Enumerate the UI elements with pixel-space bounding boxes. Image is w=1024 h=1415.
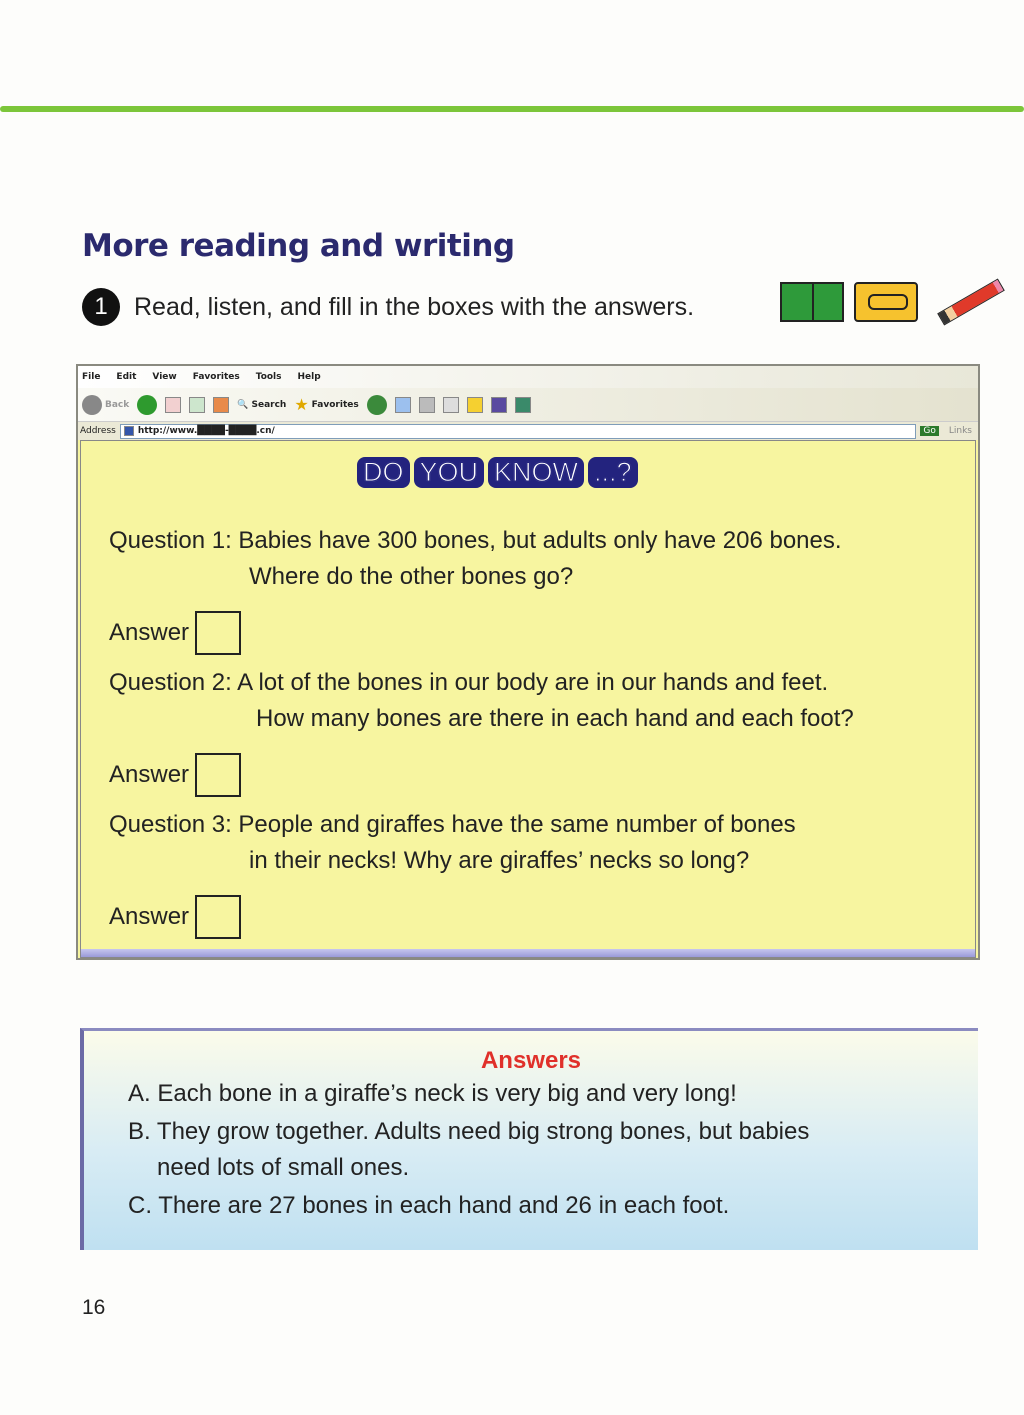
decorative-divider (0, 106, 1024, 112)
research-button[interactable] (491, 397, 507, 413)
home-button[interactable] (213, 397, 229, 413)
question-text: in their necks! Why are giraffes’ necks so long? (249, 847, 750, 874)
answer-box-1[interactable] (195, 611, 241, 655)
edit-button[interactable] (443, 397, 459, 413)
question-text: Where do the other bones go? (249, 563, 574, 590)
page-number: 16 (82, 1296, 106, 1319)
toolbar (78, 388, 978, 422)
back-arrow-icon (82, 395, 102, 415)
do-you-know-banner (357, 457, 638, 488)
answer-option-a: A. Each bone in a giraffe’s neck is very big and very long! (128, 1080, 737, 1107)
question-1 (109, 523, 842, 595)
mail-button[interactable] (395, 397, 411, 413)
answer-label: Answer (109, 761, 190, 788)
menu-favorites[interactable]: Favorites (192, 372, 240, 382)
web-page-content (80, 440, 976, 958)
back-button[interactable]: Back (82, 395, 129, 415)
exercise-instruction (82, 288, 694, 326)
page-title: More reading and writing (82, 228, 515, 264)
links-button[interactable]: Links (948, 426, 972, 436)
instruction-text: Read, listen, and fill in the boxes with the answers. (134, 292, 695, 321)
question-label: Question 2: (109, 669, 232, 696)
question-label: Question 3: (109, 811, 232, 838)
pencil-icon (937, 278, 1005, 325)
address-bar (78, 422, 978, 440)
question-text: How many bones are there in each hand and each foot? (256, 705, 854, 732)
favorites-button[interactable]: ★ Favorites (294, 395, 359, 414)
url-input[interactable]: http://www.████-████.cn/ (120, 424, 917, 439)
exercise-number: 1 (82, 288, 120, 326)
print-button[interactable] (419, 397, 435, 413)
menu-bar (78, 366, 978, 388)
answer-label: Answer (109, 619, 190, 646)
answer-2 (109, 753, 241, 797)
question-text: A lot of the bones in our body are in our hands and feet. (237, 669, 829, 696)
answers-panel (80, 1028, 978, 1250)
menu-view[interactable]: View (152, 372, 177, 382)
menu-tools[interactable]: Tools (255, 372, 282, 382)
book-icon (780, 282, 844, 322)
go-button[interactable]: Go (920, 426, 938, 436)
stop-button[interactable] (165, 397, 181, 413)
question-text: Babies have 300 bones, but adults only have 206 bones. (238, 527, 842, 554)
question-3 (109, 807, 796, 879)
answers-heading: Answers (480, 1047, 582, 1074)
menu-edit[interactable]: Edit (116, 372, 137, 382)
question-text: People and giraffes have the same number of bones (238, 811, 796, 838)
question-2 (109, 665, 854, 737)
menu-file[interactable]: File (82, 372, 101, 382)
answer-1 (109, 611, 241, 655)
star-icon: ★ (294, 395, 309, 414)
answer-3 (109, 895, 241, 939)
refresh-button[interactable] (189, 397, 205, 413)
messenger-button[interactable] (515, 397, 531, 413)
answer-box-2[interactable] (195, 753, 241, 797)
address-label: Address (80, 426, 116, 436)
page-icon (124, 426, 134, 436)
question-label: Question 1: (109, 527, 232, 554)
browser-window (76, 364, 980, 960)
forward-button[interactable] (137, 395, 157, 415)
menu-help[interactable]: Help (297, 372, 321, 382)
search-button[interactable]: 🔍 Search (237, 399, 287, 410)
answer-option-b-cont: need lots of small ones. (157, 1154, 410, 1181)
banner-word: ...? (588, 457, 638, 488)
folder-button[interactable] (467, 397, 483, 413)
answer-box-3[interactable] (195, 895, 241, 939)
banner-word: DO (357, 457, 410, 488)
banner-word: YOU (414, 457, 485, 488)
search-icon: 🔍 (237, 399, 249, 410)
horizontal-scrollbar[interactable] (81, 949, 975, 957)
banner-word: KNOW (488, 457, 584, 488)
history-button[interactable] (367, 395, 387, 415)
activity-icons (780, 282, 1006, 322)
answer-option-b: B. They grow together. Adults need big strong bones, but babies (128, 1118, 810, 1145)
cassette-icon (854, 282, 918, 322)
answer-option-c: C. There are 27 bones in each hand and 26 in each foot. (128, 1192, 730, 1219)
answer-label: Answer (109, 903, 190, 930)
